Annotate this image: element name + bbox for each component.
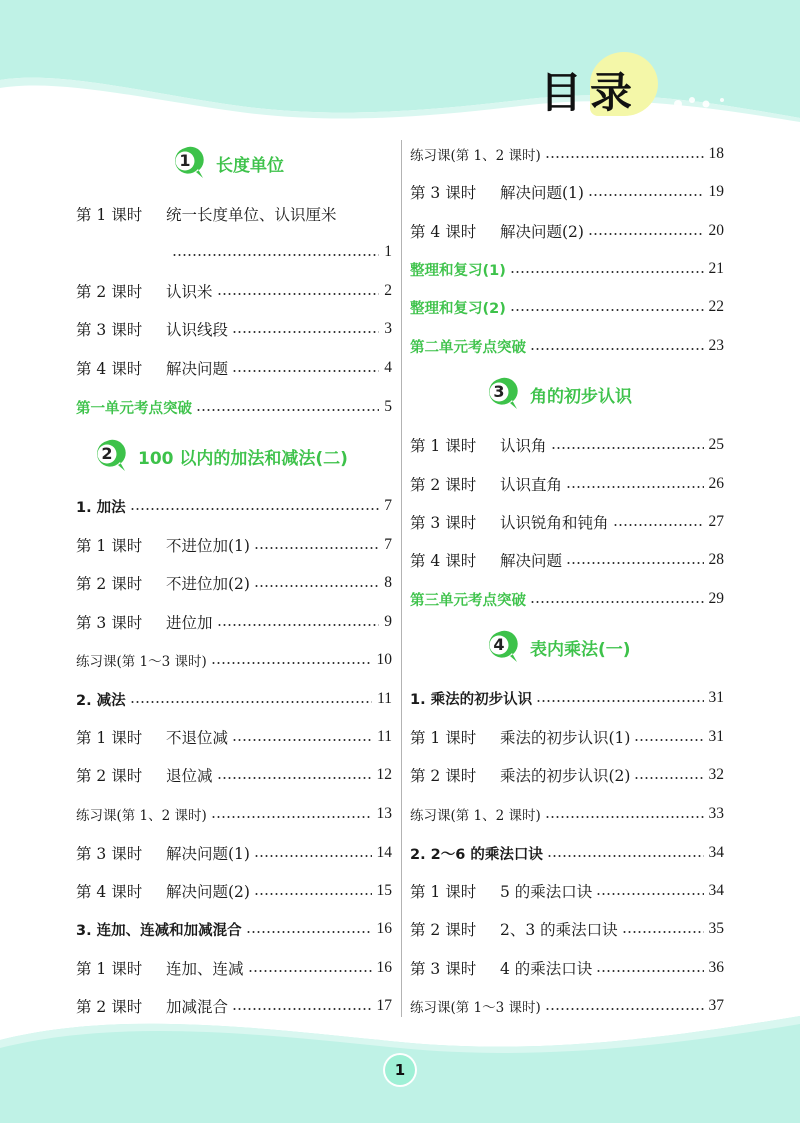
unit-number-2: 2 [101, 444, 113, 463]
toc-entry[interactable]: 第 3 课时 4 的乘法口诀 36 [410, 959, 724, 978]
unit-badge-1 [170, 146, 204, 180]
toc-entry[interactable]: 第 4 课时 解决问题 4 [76, 359, 392, 378]
leader-dots [634, 739, 703, 741]
unit-title-2: 100 以内的加法和减法(二) [138, 448, 348, 469]
toc-entry[interactable]: 第 2 课时 退位减 12 [76, 766, 392, 785]
leader-dots [254, 893, 372, 895]
toc-entry[interactable]: 第 3 课时 认识锐角和钝角 27 [410, 513, 724, 532]
toc-section[interactable]: 3. 连加、连减和加减混合 16 [76, 920, 392, 939]
leader-dots [211, 662, 372, 664]
toc-section[interactable]: 2. 2～6 的乘法口诀 34 [410, 844, 724, 863]
leader-dots [246, 931, 372, 933]
toc-entry-practice[interactable]: 练习课(第 1、2 课时) 13 [76, 805, 392, 824]
leader-dots [510, 271, 704, 273]
leader-dots [248, 970, 372, 972]
toc-entry[interactable]: 第 4 课时 解决问题(2) 15 [76, 882, 392, 901]
unit-number-4: 4 [493, 635, 505, 654]
toc-entry-practice[interactable]: 练习课(第 1～3 课时) 10 [76, 651, 392, 670]
toc-entry[interactable]: 1 [76, 239, 392, 265]
leader-dots [613, 524, 704, 526]
toc-section[interactable]: 1. 加法 7 [76, 497, 392, 516]
unit-title-3: 角的初步认识 [530, 386, 632, 407]
column-divider [401, 140, 402, 1017]
leader-dots [254, 547, 379, 549]
toc-entry-review[interactable]: 整理和复习(2) 22 [410, 298, 724, 317]
toc-section[interactable]: 1. 乘法的初步认识 31 [410, 689, 724, 708]
leader-dots [232, 1008, 371, 1010]
toc-entry[interactable]: 第 1 课时 连加、连减 16 [76, 959, 392, 978]
toc-entry-practice[interactable]: 练习课(第 1、2 课时) 18 [410, 145, 724, 164]
toc-section[interactable]: 2. 减法 11 [76, 690, 392, 709]
leader-dots [211, 816, 372, 818]
page-number: 1 [394, 1061, 406, 1079]
title-text: 目录 [540, 68, 641, 117]
toc-entry[interactable]: 第 1 课时 乘法的初步认识(1) 31 [410, 728, 724, 747]
leader-dots [545, 156, 704, 158]
leader-dots [530, 348, 704, 350]
leader-dots [196, 409, 379, 411]
leader-dots [545, 1008, 704, 1010]
toc-entry[interactable]: 第 1 课时 统一长度单位、认识厘米 [76, 206, 337, 224]
leader-dots [634, 777, 703, 779]
leader-dots [596, 970, 703, 972]
unit-badge-3 [484, 377, 518, 411]
toc-entry[interactable]: 第 2 课时 认识米 2 [76, 282, 392, 301]
toc-entry[interactable]: 第 4 课时 解决问题(2) 20 [410, 222, 724, 241]
unit-header-2 [92, 439, 348, 473]
leader-dots [545, 816, 704, 818]
toc-entry[interactable]: 第 2 课时 2、3 的乘法口诀 35 [410, 920, 724, 939]
unit-header-4 [484, 630, 631, 664]
leader-dots [217, 293, 380, 295]
unit-badge-4 [484, 630, 518, 664]
toc-entry[interactable]: 第 3 课时 进位加 9 [76, 613, 392, 632]
toc-entry-practice[interactable]: 练习课(第 1～3 课时) 37 [410, 997, 724, 1016]
toc-entry[interactable]: 第 2 课时 乘法的初步认识(2) 32 [410, 766, 724, 785]
leader-dots [172, 254, 379, 256]
leader-dots [217, 777, 372, 779]
leader-dots [551, 447, 704, 449]
toc-entry[interactable]: 第 2 课时 不进位加(2) 8 [76, 574, 392, 593]
leader-dots [254, 585, 379, 587]
toc-entry-review[interactable]: 第一单元考点突破 5 [76, 398, 392, 417]
leader-dots [217, 624, 380, 626]
leader-dots [588, 233, 704, 235]
page-title [540, 60, 640, 120]
toc-entry-review[interactable]: 第三单元考点突破 29 [410, 590, 724, 609]
leader-dots [232, 370, 379, 372]
toc-entry-practice[interactable]: 练习课(第 1、2 课时) 33 [410, 805, 724, 824]
leader-dots [232, 331, 379, 333]
leader-dots [536, 700, 703, 702]
leader-dots [596, 893, 703, 895]
unit-badge-2 [92, 439, 126, 473]
toc-entry[interactable]: 第 1 课时 不进位加(1) 7 [76, 536, 392, 555]
unit-number-3: 3 [493, 382, 505, 401]
leader-dots [130, 701, 372, 703]
toc-entry-review[interactable]: 整理和复习(1) 21 [410, 260, 724, 279]
leader-dots [530, 601, 704, 603]
toc-entry[interactable]: 第 3 课时 解决问题(1) 19 [410, 183, 724, 202]
unit-header-3 [484, 377, 632, 411]
leader-dots [566, 562, 703, 564]
leader-dots [566, 486, 703, 488]
unit-title-4: 表内乘法(一) [530, 639, 631, 660]
toc-entry[interactable]: 第 2 课时 加减混合 17 [76, 997, 392, 1016]
leader-dots [588, 194, 704, 196]
unit-title-1: 长度单位 [216, 155, 284, 176]
leader-dots [547, 855, 704, 857]
toc-entry[interactable]: 第 2 课时 认识直角 26 [410, 475, 724, 494]
leader-dots [254, 855, 372, 857]
unit-header-1 [170, 146, 284, 180]
toc-entry[interactable]: 第 1 课时 5 的乘法口诀 34 [410, 882, 724, 901]
leader-dots [510, 309, 704, 311]
unit-number-1: 1 [179, 151, 191, 170]
toc-entry[interactable]: 第 1 课时 不退位减 11 [76, 728, 392, 747]
toc-entry[interactable]: 第 3 课时 解决问题(1) 14 [76, 844, 392, 863]
leader-dots [622, 931, 704, 933]
toc-entry[interactable]: 第 4 课时 解决问题 28 [410, 551, 724, 570]
leader-dots [130, 508, 380, 510]
leader-dots [232, 739, 372, 741]
toc-entry[interactable]: 第 3 课时 认识线段 3 [76, 320, 392, 339]
toc-entry[interactable]: 第 1 课时 认识角 25 [410, 436, 724, 455]
toc-entry-review[interactable]: 第二单元考点突破 23 [410, 337, 724, 356]
